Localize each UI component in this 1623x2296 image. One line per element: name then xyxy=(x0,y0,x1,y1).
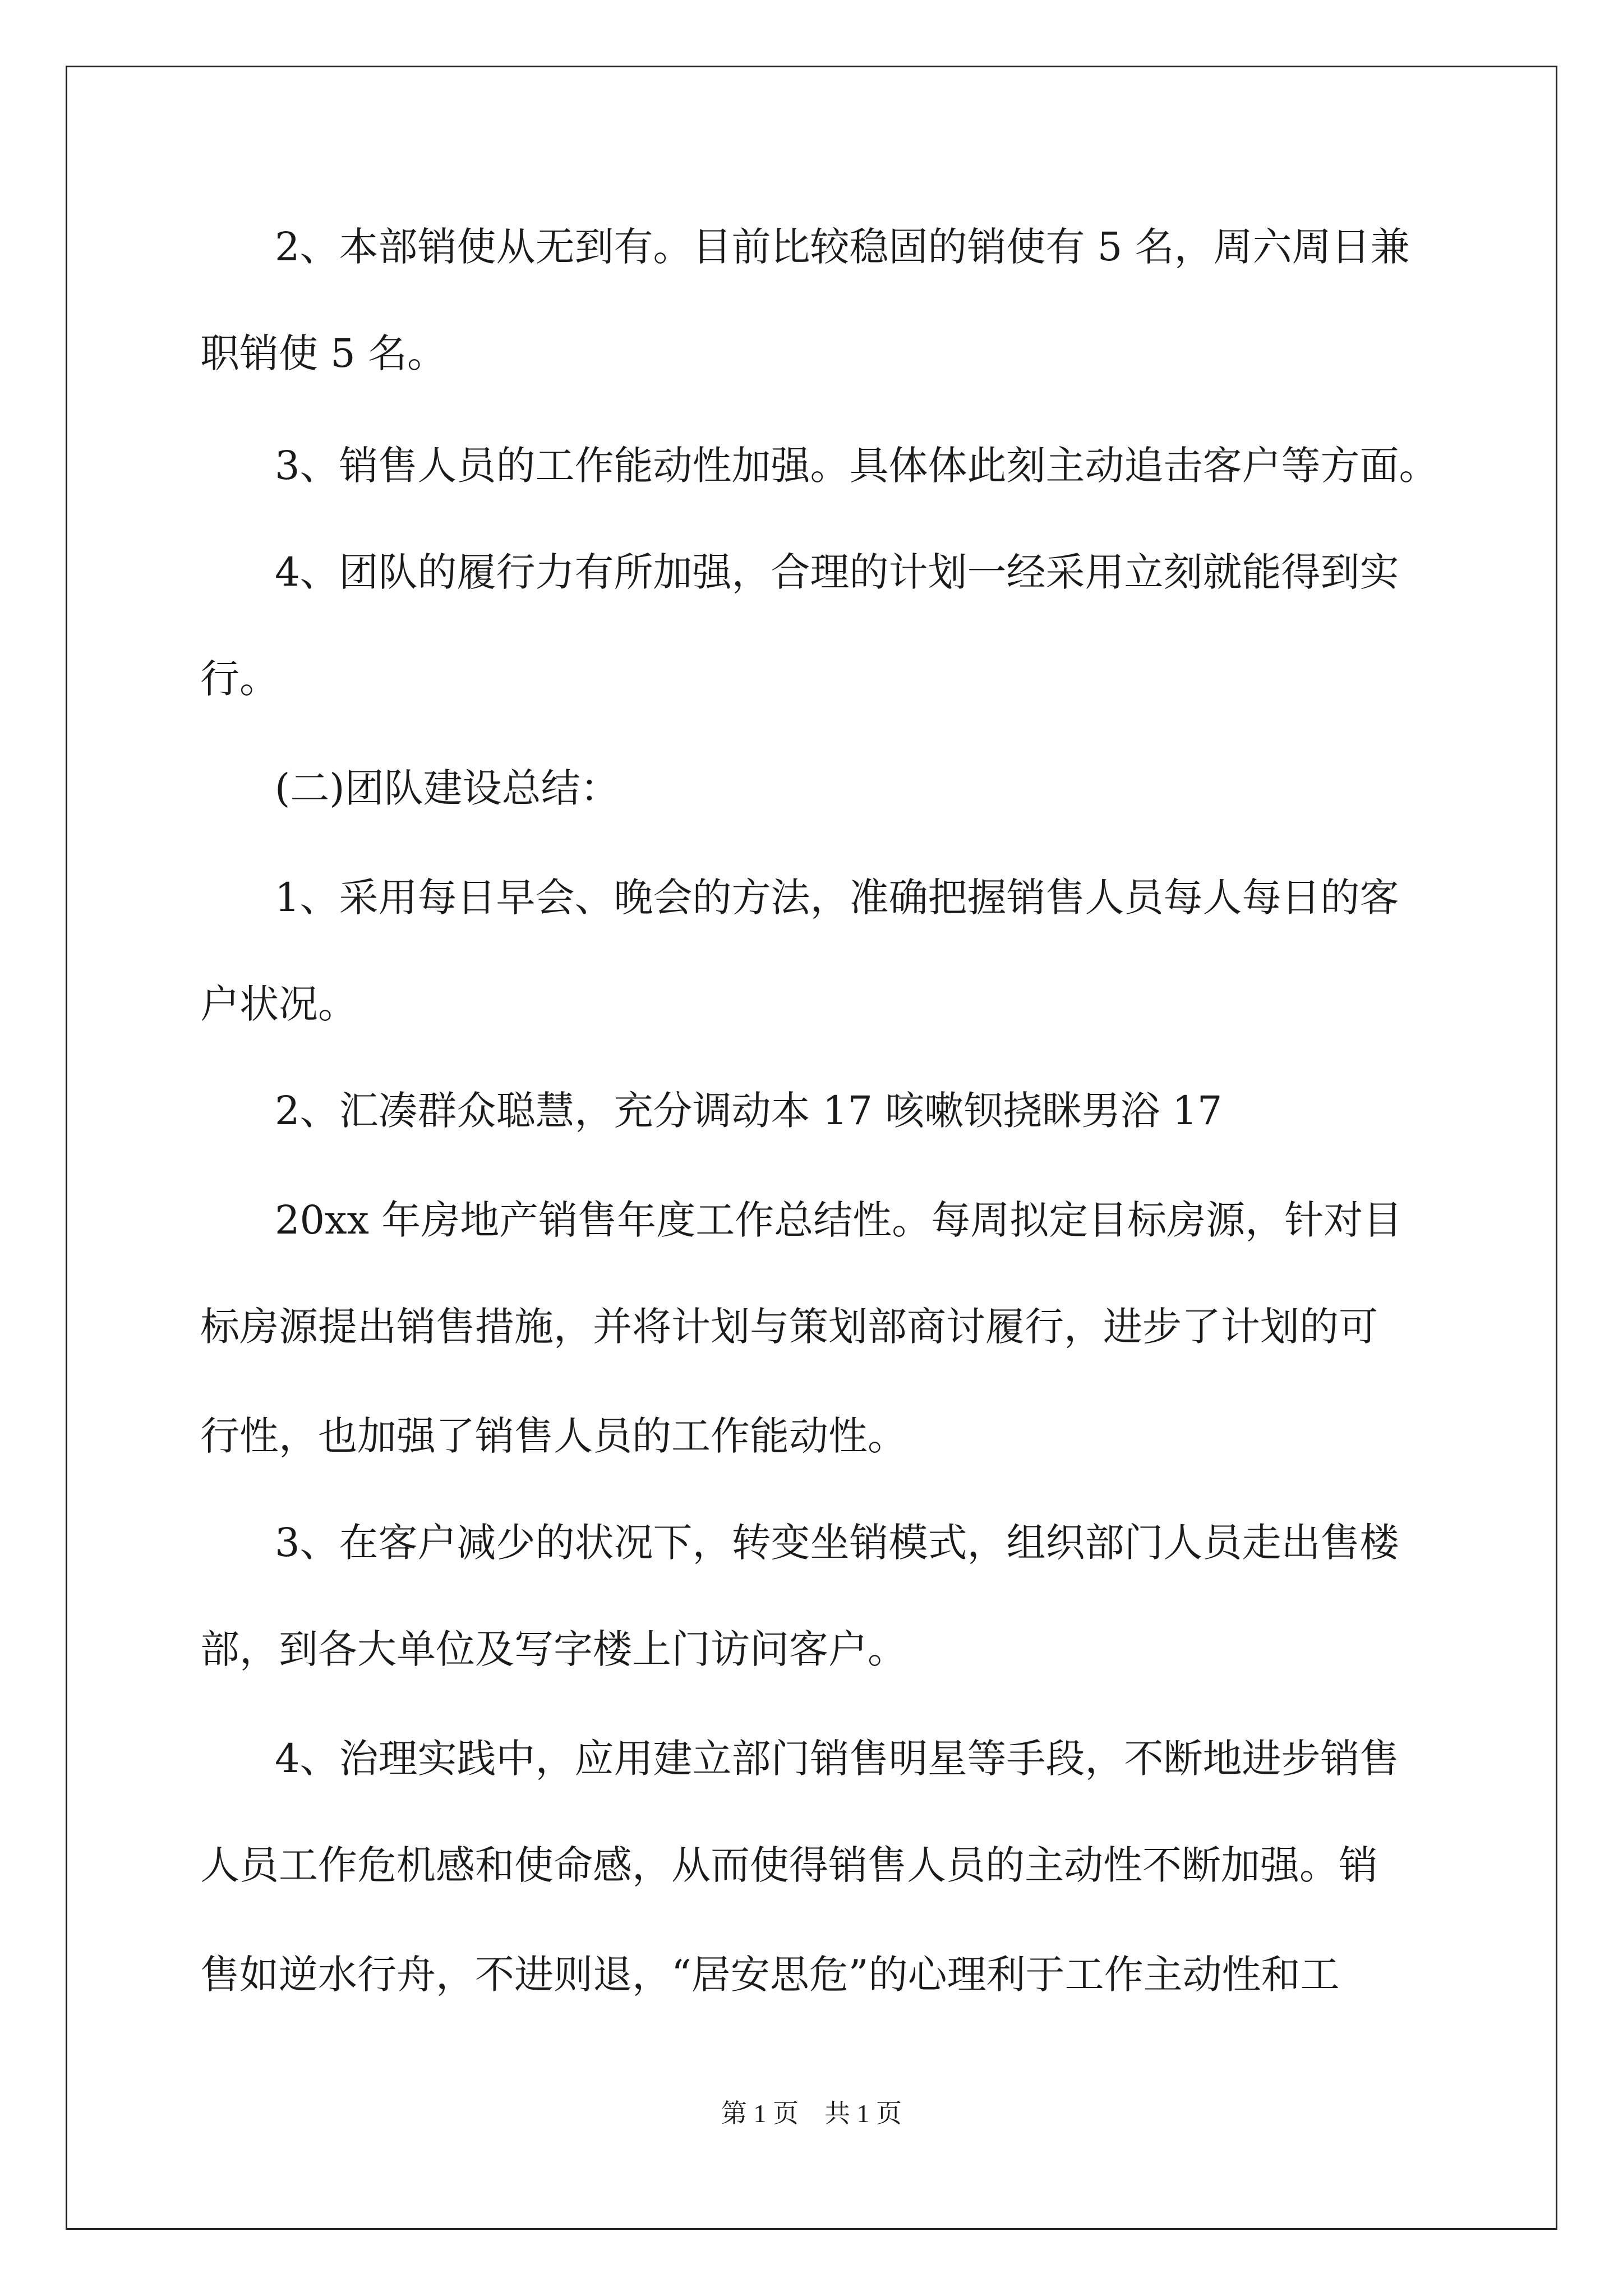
text-line: 行。 xyxy=(200,656,279,702)
text-line: 3、在客户减少的状况下，转变坐销模式，组织部门人员走出售楼 xyxy=(275,1520,1399,1566)
text-line: 3、销售人员的工作能动性加强。具体体此刻主动追击客户等方面。 xyxy=(275,443,1438,489)
text-line: 行性，也加强了销售人员的工作能动性。 xyxy=(200,1413,907,1459)
text-line: 标房源提出销售措施，并将计划与策划部商讨履行，进步了计划的可 xyxy=(200,1304,1378,1350)
text-line: 1、采用每日早会、晚会的方法，准确把握销售人员每人每日的客 xyxy=(275,875,1399,921)
text-line: 户状况。 xyxy=(200,981,357,1027)
text-line: 售如逆水行舟，不进则退，“居安思危”的心理利于工作主动性和工 xyxy=(200,1952,1340,1998)
page-border xyxy=(66,66,1557,2230)
text-line: 4、团队的履行力有所加强，合理的计划一经采用立刻就能得到实 xyxy=(275,549,1399,595)
text-line: 2、本部销使从无到有。目前比较稳固的销使有 5 名，周六周日兼 xyxy=(275,224,1410,270)
text-line: 2、汇凑群众聪慧，充分调动本 17 咳嗽钡挠眯男浴 17 xyxy=(275,1088,1223,1134)
section-heading: (二)团队建设总结： xyxy=(275,765,620,811)
text-line: 人员工作危机感和使命感，从而使得销售人员的主动性不断加强。销 xyxy=(200,1842,1378,1888)
page-number: 第 1 页 共 1 页 xyxy=(721,2099,902,2128)
text-line: 部，到各大单位及写字楼上门访问客户。 xyxy=(200,1626,907,1672)
text-line: 20xx 年房地产销售年度工作总结性。每周拟定目标房源，针对目 xyxy=(275,1197,1403,1243)
text-line: 职销使 5 名。 xyxy=(200,330,447,376)
text-line: 4、治理实践中，应用建立部门销售明星等手段，不断地进步销售 xyxy=(275,1736,1399,1782)
